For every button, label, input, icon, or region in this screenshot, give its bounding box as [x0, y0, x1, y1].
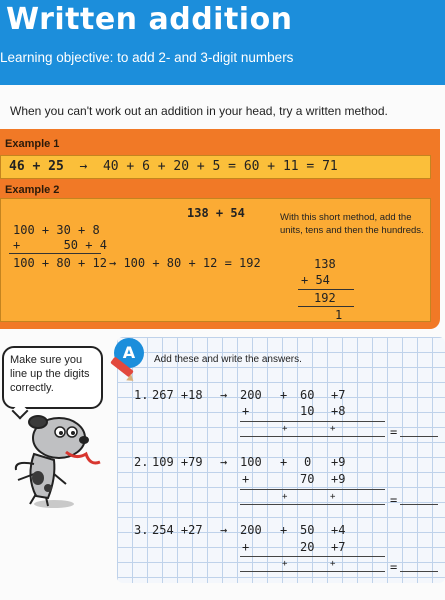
question-2-row2-tens: 70	[300, 472, 315, 486]
question-2-row2-plus: +	[242, 472, 250, 486]
question-3-rule-2	[240, 571, 385, 572]
question-3-arrow: →	[220, 523, 228, 537]
question-1-answer-plus-1: +	[282, 424, 288, 434]
question-1-answer-plus-2: +	[330, 424, 336, 434]
question-2-sum: 109 +79	[152, 455, 203, 469]
expanded-rule	[9, 253, 101, 254]
question-1-tens: 60	[300, 388, 315, 402]
question-1-rule-2	[240, 436, 385, 437]
learning-objective: Learning objective: to add 2- and 3-digit numbers	[0, 50, 294, 65]
section-badge: A	[114, 338, 144, 368]
question-1-number: 1.	[134, 388, 149, 402]
question-1-equals: =	[390, 425, 398, 439]
expanded-line-2: + 50 + 4	[13, 238, 107, 252]
column-addend: + 54	[301, 273, 330, 287]
question-2-rule-2	[240, 504, 385, 505]
question-2-equals: =	[390, 493, 398, 507]
question-1-answer-line[interactable]	[400, 436, 438, 437]
question-2-units: +9	[331, 455, 346, 469]
method-note: With this short method, add the units, tens and then the hundreds.	[280, 212, 424, 236]
dog-shadow	[34, 500, 74, 508]
dog-ear	[29, 416, 47, 428]
question-1-row2-units: +8	[331, 404, 346, 418]
question-2-tens: 0	[304, 455, 312, 469]
question-1-rule-1	[240, 421, 385, 422]
question-3-row2-tens: 20	[300, 540, 315, 554]
question-3-answer-line[interactable]	[400, 571, 438, 572]
question-2-hundreds: 100	[240, 455, 262, 469]
example-1-working-line	[9, 159, 338, 174]
question-3-sum: 254 +27	[152, 523, 203, 537]
question-3-answer-plus-1: +	[282, 559, 288, 569]
example-1-sum: 46 + 25	[9, 159, 64, 174]
expanded-result: → 100 + 80 + 12 = 192	[109, 256, 261, 270]
dog-spot	[32, 471, 44, 485]
question-1-plus-1: +	[280, 388, 288, 402]
question-3-tens: 50	[300, 523, 315, 537]
question-2-rule-1	[240, 489, 385, 490]
example-1-working: 40 + 6 + 20 + 5 = 60 + 11 = 71	[102, 159, 338, 174]
column-top: 138	[314, 257, 336, 271]
question-3-rule-1	[240, 556, 385, 557]
expanded-line-1: 100 + 30 + 8	[13, 223, 100, 237]
question-3-units: +4	[331, 523, 346, 537]
dog-pupil-left	[59, 431, 63, 435]
dog-mascot-illustration	[4, 404, 114, 514]
question-3-answer-plus-2: +	[330, 559, 336, 569]
question-2-row2-units: +9	[331, 472, 346, 486]
question-3-row2-units: +7	[331, 540, 346, 554]
tip-speech-bubble: Make sure you line up the digits correctly.	[2, 346, 103, 409]
dog-pupil-right	[71, 431, 75, 435]
question-1-units: +7	[331, 388, 346, 402]
question-2-answer-plus-1: +	[282, 492, 288, 502]
question-2-plus-1: +	[280, 455, 288, 469]
example-1-arrow: →	[79, 159, 88, 174]
column-rule-2	[298, 306, 354, 307]
question-2-number: 2.	[134, 455, 149, 469]
dog-tongue	[66, 452, 100, 463]
exercise-instruction: Add these and write the answers.	[154, 354, 302, 365]
question-3-hundreds: 200	[240, 523, 262, 537]
question-2-answer-line[interactable]	[400, 504, 438, 505]
question-1-row2-tens: 10	[300, 404, 315, 418]
example-2-panel	[0, 198, 431, 322]
question-1-row2-plus: +	[242, 404, 250, 418]
question-3-number: 3.	[134, 523, 149, 537]
question-2-arrow: →	[220, 455, 228, 469]
example-1-strip	[0, 155, 431, 179]
dog-spot-2	[44, 484, 52, 492]
question-1-arrow: →	[220, 388, 228, 402]
question-1-hundreds: 200	[240, 388, 262, 402]
question-3-row2-plus: +	[242, 540, 250, 554]
intro-text: When you can't work out an addition in your head, try a written method.	[10, 104, 388, 118]
question-1-sum: 267 +18	[152, 388, 203, 402]
column-answer: 192	[314, 291, 336, 305]
column-rule-1	[298, 289, 354, 290]
page-header	[0, 0, 445, 85]
example-2-heading: 138 + 54	[187, 206, 245, 220]
question-3-equals: =	[390, 560, 398, 574]
page-title: Written addition	[6, 2, 293, 37]
dog-nose	[79, 436, 89, 444]
column-carry: 1	[335, 308, 343, 322]
expanded-line-3: 100 + 80 + 12	[13, 256, 107, 270]
example-2-label: Example 2	[5, 184, 60, 196]
example-1-label: Example 1	[5, 138, 60, 150]
question-3-plus-1: +	[280, 523, 288, 537]
question-2-answer-plus-2: +	[330, 492, 336, 502]
